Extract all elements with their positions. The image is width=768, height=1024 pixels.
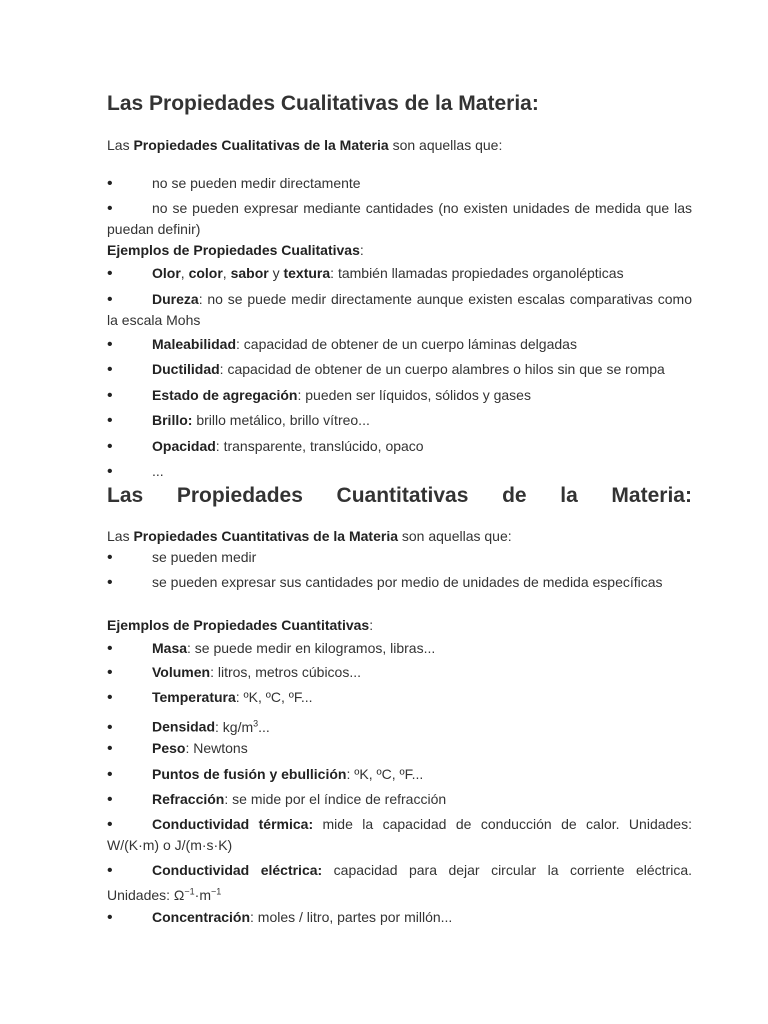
bullet-marker: • bbox=[107, 361, 113, 378]
bullet-marker: • bbox=[107, 387, 113, 404]
bullet-marker: • bbox=[107, 574, 113, 591]
section2-example: • Densidad: $kg/m^3$... bbox=[107, 718, 270, 736]
bullet-marker: • bbox=[107, 718, 113, 736]
section1-example: • Brillo: brillo metálico, brillo vítreo... bbox=[107, 412, 370, 429]
section1-example: • Opacidad: transparente, translúcido, opaco bbox=[107, 438, 424, 455]
section1-examples-heading: Ejemplos de Propiedades Cualitativas: bbox=[107, 242, 364, 258]
section2-examples-heading: Ejemplos de Propiedades Cuantitativas: bbox=[107, 617, 374, 633]
section1-example: • Olor, color, sabor y textura: también llamadas propiedades organolépticas bbox=[107, 265, 624, 282]
section2-example: • Volumen: litros, metros cúbicos... bbox=[107, 664, 362, 681]
section2-example: • Masa: se puede medir en kilogramos, libras... bbox=[107, 640, 436, 657]
bullet-marker: • bbox=[107, 791, 113, 808]
section2-intro: Las Propiedades Cuantitativas de la Materia son aquellas que: bbox=[107, 528, 512, 544]
section2-title: Las Propiedades Cuantitativas de la Materia: bbox=[107, 484, 692, 507]
section2-example: • Refracción: se mide por el índice de refracción bbox=[107, 791, 447, 808]
section2-example: • Conductividad eléctrica: capacidad para dejar circular la corriente eléctrica. Unidades: $\Omega^{-1}\cdot m^{-1}$ bbox=[107, 862, 692, 903]
section1-example: • Maleabilidad: capacidad de obtener de un cuerpo láminas delgadas bbox=[107, 336, 577, 353]
section1-example: • ... bbox=[107, 463, 164, 480]
bullet-marker: • bbox=[107, 766, 113, 783]
section2-example: • Temperatura: ºK, ºC, ºF... bbox=[107, 689, 313, 706]
bullet-marker: • bbox=[107, 175, 113, 192]
section1-intro: Las Propiedades Cualitativas de la Materia son aquellas que: bbox=[107, 137, 503, 153]
bullet-marker: • bbox=[107, 909, 113, 926]
bullet-marker: • bbox=[107, 689, 113, 706]
bullet-marker: • bbox=[107, 265, 113, 282]
bullet-marker: • bbox=[107, 816, 113, 833]
section1-title: Las Propiedades Cualitativas de la Materia: bbox=[107, 92, 539, 115]
bullet-marker: • bbox=[107, 463, 113, 480]
bullet-marker: • bbox=[107, 640, 113, 657]
bullet-marker: • bbox=[107, 549, 113, 566]
section2-example: • Peso: Newtons bbox=[107, 740, 248, 757]
section1-example: • Dureza: no se puede medir directamente aunque existen escalas comparativas como la escala Mohs bbox=[107, 291, 692, 328]
bullet-marker: • bbox=[107, 291, 113, 308]
section1-bullet-1: • no se pueden medir directamente bbox=[107, 175, 361, 192]
section1-example: • Ductilidad: capacidad de obtener de un cuerpo alambres o hilos sin que se rompa bbox=[107, 361, 665, 378]
bullet-marker: • bbox=[107, 740, 113, 757]
section2-bullet-2: • se pueden expresar sus cantidades por medio de unidades de medida específicas bbox=[107, 574, 663, 591]
section2-bullet-1: • se pueden medir bbox=[107, 549, 257, 566]
bullet-marker: • bbox=[107, 200, 113, 217]
bullet-marker: • bbox=[107, 412, 113, 429]
bullet-marker: • bbox=[107, 862, 113, 879]
section2-example: • Concentración: moles / litro, partes por millón... bbox=[107, 909, 453, 926]
section2-example: • Puntos de fusión y ebullición: ºK, ºC, ºF... bbox=[107, 766, 424, 783]
section1-bullet-2: • no se pueden expresar mediante cantidades (no existen unidades de medida que las puedan definir) bbox=[107, 200, 692, 237]
bullet-marker: • bbox=[107, 336, 113, 353]
section2-example: • Conductividad térmica: mide la capacidad de conducción de calor. Unidades: W/(K·m) o J/(m·s·K) bbox=[107, 816, 692, 853]
bullet-marker: • bbox=[107, 438, 113, 455]
bullet-marker: • bbox=[107, 664, 113, 681]
section1-example: • Estado de agregación: pueden ser líquidos, sólidos y gases bbox=[107, 387, 531, 404]
